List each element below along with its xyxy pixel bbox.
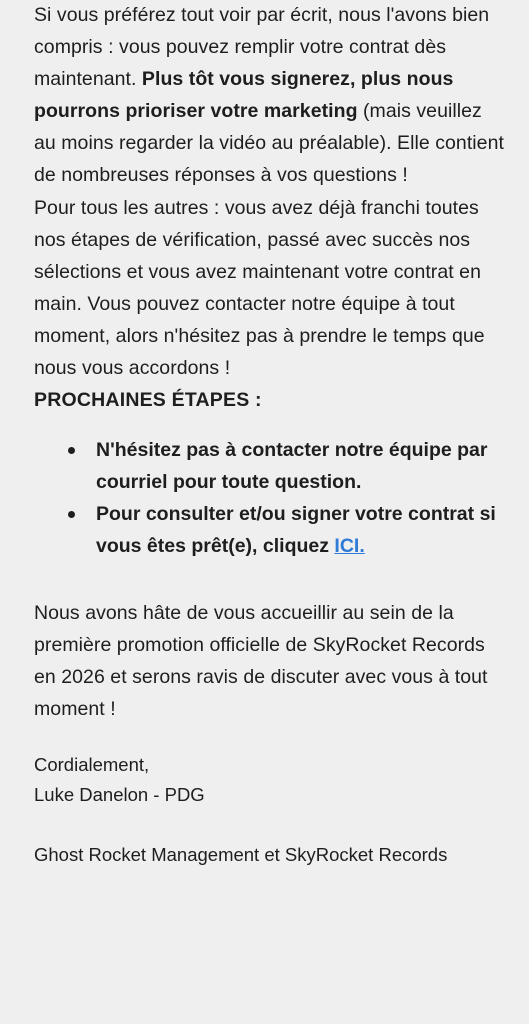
contract-link[interactable]: ICI. — [334, 535, 365, 557]
signature-name: Luke Danelon - PDG — [34, 784, 205, 805]
intro-bold-text: Plus tôt vous signerez, plus nous pourrons prioriser votre marketing — [34, 68, 454, 122]
step-text: N'hésitez pas à contacter notre équipe par courriel pour toute question. — [96, 439, 488, 493]
list-item — [96, 498, 505, 562]
next-steps-list — [34, 434, 505, 562]
list-item — [96, 434, 505, 498]
intro-text-b: (mais veuillez au moins regarder la vidéo au préalable). Elle contient de nombreuses réponses à vos questions ! — [34, 100, 504, 186]
signature-greeting: Cordialement, — [34, 754, 150, 775]
next-steps-heading: PROCHAINES ÉTAPES : — [34, 389, 262, 411]
signature-block — [34, 750, 505, 810]
intro-paragraph — [34, 0, 505, 191]
intro-text-a: Si vous préférez tout voir par écrit, nous l'avons bien compris : vous pouvez remplir votre contrat dès maintenant. — [34, 4, 490, 90]
bullet-icon — [68, 447, 75, 454]
others-paragraph: Pour tous les autres : vous avez déjà franchi toutes nos étapes de vérification, passé avec succès nos sélections et vous avez maintenant votre contrat en main. Vous pouvez contacter notre équipe à tout moment, alors n'hésitez pas à prendre le temps que nous vous accordons ! — [34, 197, 485, 379]
bullet-icon — [68, 511, 75, 518]
closing-paragraph: Nous avons hâte de vous accueillir au sein de la première promotion officielle de SkyRocket Records en 2026 et serons ravis de discuter avec vous à tout moment ! — [34, 602, 488, 720]
step-text: Pour consulter et/ou signer votre contrat si vous êtes prêt(e), cliquez — [96, 503, 496, 557]
company-name: Ghost Rocket Management et SkyRocket Records — [34, 844, 448, 865]
